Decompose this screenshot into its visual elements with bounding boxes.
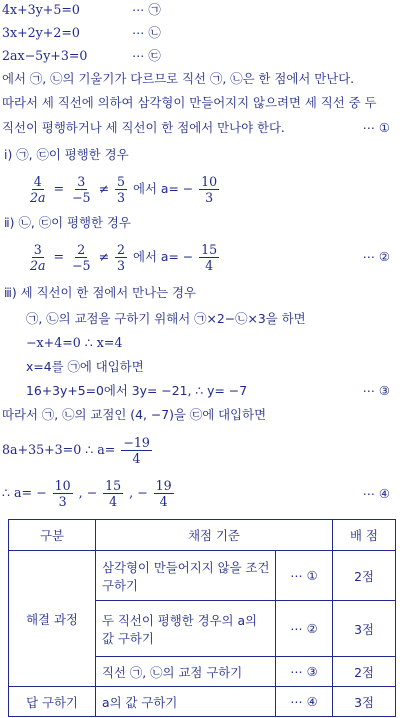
fraction: $\frac{2}{3}$	[117, 242, 126, 273]
text-line-3: 직선이 평행하거나 세 직선이 한 점에서 만나야 한다.	[2, 120, 285, 135]
text-line-2: 따라서 세 직선에 의하여 삼각형이 만들어지지 않으려면 세 직선 중 두	[2, 95, 377, 110]
points: 2점	[333, 551, 396, 601]
table-row	[9, 687, 396, 717]
points: 3점	[333, 687, 396, 717]
group-answer: 답 구하기	[9, 687, 96, 717]
case-2-title: ⅱ) ㉡, ㉢이 평행한 경우	[4, 215, 131, 230]
equation-2: 3x+2y+2=0	[2, 25, 80, 40]
criterion-mark: ⋯ ③	[276, 657, 333, 687]
case-3-line-5: 따라서 ㉠, ㉡의 교점인 (4, −7)을 ㉢에 대입하면	[2, 407, 267, 422]
criterion-mark: ⋯ ①	[276, 551, 333, 601]
criterion-mark: ⋯ ④	[276, 687, 333, 717]
scoring-table	[8, 519, 396, 717]
marker-3: ⋯ ③	[362, 383, 390, 398]
marker-2: ⋯ ②	[362, 249, 390, 264]
fraction: $\frac{2}{-5}$	[72, 242, 91, 273]
criterion: 삼각형이 만들어지지 않을 조건 구하기	[96, 551, 276, 601]
equation-2-tag: ⋯ ㉡	[132, 25, 161, 40]
equation-1: 4x+3y+5=0	[2, 2, 80, 17]
fraction: $\frac{-19}{4}$	[123, 435, 150, 466]
criterion-mark: ⋯ ②	[276, 601, 333, 657]
case-3-line-4: 16+3y+5=0에서 3y= −21, ∴ y= −7	[26, 383, 248, 398]
fraction: $\frac{3}{2a}$	[30, 242, 46, 273]
fraction: $\frac{5}{3}$	[117, 174, 126, 205]
criterion: 두 직선이 평행한 경우의 a의 값 구하기	[96, 601, 276, 657]
case-3-line-1: ㉠, ㉡의 교점을 구하기 위해서 ㉠×2−㉡×3을 하면	[26, 311, 306, 326]
header-criteria: 채점 기준	[96, 520, 333, 551]
case-1-equation: $\frac{4}{2a}$ = $\frac{3}{-5}$ ≠ $\frac{5}{3}$ 에서 a= − $\frac{10}{3}$	[30, 174, 218, 205]
table-row	[9, 551, 396, 601]
final-answer: ∴ a= − $\frac{10}{3}$ , − $\frac{15}{4}$ , − $\frac{19}{4}$	[2, 478, 172, 509]
case-1-title: ⅰ) ㉠, ㉢이 평행한 경우	[4, 147, 129, 162]
case-3-line-2: −x+4=0 ∴ x=4	[26, 335, 123, 350]
case-3-title: ⅲ) 세 직선이 한 점에서 만나는 경우	[4, 285, 196, 300]
criterion: a의 값 구하기	[96, 687, 276, 717]
marker-1: ⋯ ①	[362, 120, 390, 135]
fraction: $\frac{10}{3}$	[201, 174, 218, 205]
fraction: $\frac{10}{3}$	[54, 478, 71, 509]
marker-4: ⋯ ④	[362, 486, 390, 501]
fraction: $\frac{19}{4}$	[155, 478, 172, 509]
criterion: 직선 ㉠, ㉡의 교점 구하기	[96, 657, 276, 687]
text-line-1: 에서 ㉠, ㉡의 기울기가 다르므로 직선 ㉠, ㉡은 한 점에서 만난다.	[2, 71, 355, 86]
header-points: 배 점	[333, 520, 396, 551]
points: 2점	[333, 657, 396, 687]
case-2-equation: $\frac{3}{2a}$ = $\frac{2}{-5}$ ≠ $\frac{2}{3}$ 에서 a= − $\frac{15}{4}$	[30, 242, 218, 273]
fraction: $\frac{15}{4}$	[201, 242, 218, 273]
fraction: $\frac{4}{2a}$	[30, 174, 46, 205]
fraction: $\frac{15}{4}$	[105, 478, 122, 509]
header-category: 구분	[9, 520, 96, 551]
equation-3: 2ax−5y+3=0	[2, 48, 88, 63]
case-3-line-3: x=4를 ㉠에 대입하면	[26, 359, 144, 374]
equation-3-tag: ⋯ ㉢	[132, 48, 161, 63]
case-3-line-6: 8a+35+3=0 ∴ a= $\frac{-19}{4}$	[2, 435, 150, 466]
points: 3점	[333, 601, 396, 657]
group-solving: 해결 과정	[9, 551, 96, 687]
table-header-row	[9, 520, 396, 551]
fraction: $\frac{3}{-5}$	[72, 174, 91, 205]
equation-1-tag: ⋯ ㉠	[132, 2, 161, 17]
